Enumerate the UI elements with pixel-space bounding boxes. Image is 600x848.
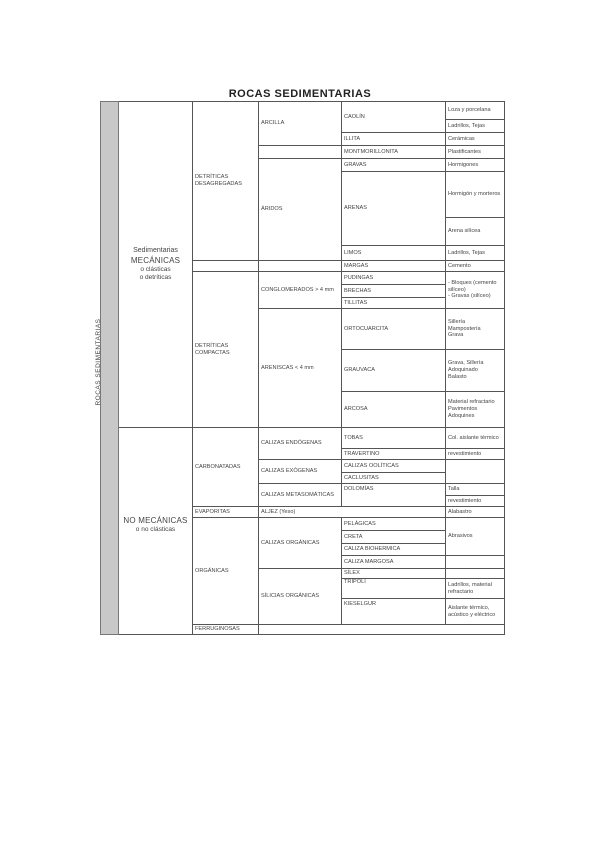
- use-revestimiento-2: revestimiento: [446, 496, 505, 507]
- use-pavimentos: Pavimentos: [448, 406, 478, 412]
- class-carbonatadas: CARBONATADAS: [193, 428, 259, 507]
- rock-pudingas: PUDINGAS: [342, 272, 446, 285]
- group-mecanicas-line1: Sedimentarias: [133, 247, 178, 254]
- class-blank-1: [193, 261, 259, 272]
- group-mecanicas-line2: MECÁNICAS: [130, 255, 181, 265]
- rock-travertino: TRAVERTINO: [342, 449, 446, 460]
- use-arcosa: [446, 392, 505, 428]
- rock-caolin: CAOLÍN: [342, 102, 446, 133]
- use-material-refractario: Material refractario: [448, 399, 495, 406]
- type-blank-1: [259, 261, 342, 272]
- use-blank-exogenas: [446, 460, 505, 484]
- use-cemento: Cemento: [446, 261, 505, 272]
- use-grauvaca: [446, 350, 505, 392]
- use-ladrillos-refractario: Ladrillos, material refractario: [446, 579, 505, 599]
- use-mamposteria: Mampostería: [448, 325, 481, 332]
- side-band: [94, 102, 119, 635]
- rock-caclusitas: CACLUSITAS: [342, 473, 446, 484]
- use-balasto: Balasto: [448, 373, 467, 380]
- type-calizas-endogenas: CALIZAS ENDÓGENAS: [259, 428, 342, 460]
- use-hormigon-morteros: Hormigón y morteros: [446, 172, 505, 218]
- use-adoquinado: Adoquinado: [448, 367, 478, 373]
- use-adoquines: Adoquines: [448, 412, 475, 419]
- group-no-mecanicas: [119, 428, 193, 635]
- use-loza: Loza y porcelana: [446, 102, 505, 120]
- type-calizas-metasomaticas: CALIZAS METASOMÁTICAS: [259, 484, 342, 507]
- use-blank-silex: [446, 569, 505, 579]
- class-evaporitas: EVAPORITAS: [193, 507, 259, 518]
- use-ladrillos-tejas-2: Ladrillos, Tejas: [446, 246, 505, 261]
- type-silicias-organicas: SÍLICIAS ORGÁNICAS: [259, 569, 342, 625]
- rock-tillitas: TILLITAS: [342, 298, 446, 309]
- use-bloques-line: - Bloques (cemento silíceo): [448, 279, 497, 293]
- class-ferruginosas: FERRUGINOSAS: [193, 625, 259, 635]
- use-hormigones: Hormigones: [446, 159, 505, 172]
- use-alabastro: Alabastro: [446, 507, 505, 518]
- class-detriticas-desagregadas: DETRÍTICAS DESAGREGADAS: [193, 102, 259, 261]
- page-title: ROCAS SEDIMENTARIAS: [228, 88, 372, 100]
- rock-limos: LIMOS: [342, 246, 446, 261]
- class-organicas: ORGÁNICAS: [193, 518, 259, 625]
- group-mecanicas-line3: o clásticas: [140, 265, 171, 273]
- rock-pelagicas: PELÁGICAS: [342, 518, 446, 531]
- use-revestimiento: revestimiento: [446, 449, 505, 460]
- rock-tobas: TOBAS: [342, 428, 446, 449]
- rock-margas: MARGAS: [342, 261, 446, 272]
- type-calizas-organicas: CALIZAS ORGÁNICAS: [259, 518, 342, 569]
- rock-grauvaca: GRAUVACA: [342, 350, 446, 392]
- rock-tripoli: TRÍPOLI: [342, 579, 446, 599]
- group-mecanicas: [119, 102, 193, 428]
- rock-arcosa: ARCOSA: [342, 392, 446, 428]
- rock-creta: CRETA: [342, 531, 446, 544]
- rock-caliza-biohermica: CALIZA BIOHERMICA: [342, 544, 446, 556]
- use-silleria: Sillería: [448, 318, 466, 325]
- use-blank-margosa: [446, 556, 505, 569]
- use-grava: Grava: [448, 332, 464, 339]
- use-col-aislante: Col. aislante térmico: [446, 428, 505, 449]
- classification-table: [94, 101, 504, 632]
- type-calizas-exogenas: CALIZAS EXÓGENAS: [259, 460, 342, 484]
- use-gravas-line: - Gravas (silíceo): [448, 293, 491, 300]
- rock-brechas: BRECHAS: [342, 285, 446, 298]
- rock-ortocuarcita: ORTOCUARCITA: [342, 309, 446, 350]
- use-ceramica: Cerámicas: [446, 133, 505, 146]
- use-bloques: [446, 272, 505, 309]
- rock-montmorillonita: MONTMORILLONITA: [342, 146, 446, 159]
- blank-ferruginosas: [259, 625, 505, 635]
- use-plastificantes: Plastificantes: [446, 146, 505, 159]
- rock-dolomia: DOLOMÍAS: [342, 484, 446, 507]
- rock-silex: SÍLEX: [342, 569, 446, 579]
- type-arcilla: ARCILLA: [259, 102, 342, 146]
- use-aislante: Aislante térmico, acústico y eléctrico: [446, 599, 505, 625]
- use-talla: Talla: [446, 484, 505, 496]
- group-no-mecanicas-line2: o no clásticas: [135, 525, 176, 533]
- type-areniscas: ARENISCAS < 4 mm: [259, 309, 342, 428]
- rock-illita: ILLITA: [342, 133, 446, 146]
- use-abrasivos: Abrasivos: [446, 518, 505, 556]
- rock-arenas: ARENAS: [342, 172, 446, 246]
- use-ladrillos-tejas: Ladrillos, Tejas: [446, 120, 505, 133]
- type-conglomerados: CONGLOMERADOS > 4 mm: [259, 272, 342, 309]
- use-arena-silicea: Arena silícea: [446, 218, 505, 246]
- type-aridos: ÁRIDOS: [259, 159, 342, 261]
- rock-kieselgur: KIESELGUR: [342, 599, 446, 625]
- use-ortocuarcita: [446, 309, 505, 350]
- use-grava-silleria: Grava, Sillería: [448, 360, 484, 367]
- type-arcilla-cont: [259, 146, 342, 159]
- type-aljez: ALJEZ (Yeso): [259, 507, 446, 518]
- class-detriticas-compactas: DETRÍTICAS COMPACTAS: [193, 272, 259, 428]
- rock-caliza-margosa: CALIZA MARGOSA: [342, 556, 446, 569]
- rock-calizas-ooliticas: CALIZAS OOLÍTICAS: [342, 460, 446, 473]
- group-no-mecanicas-line1: NO MECÁNICAS: [123, 515, 188, 525]
- group-mecanicas-line4: o detríticas: [139, 273, 172, 281]
- side-label: ROCAS SEDIMENTARIAS: [94, 318, 102, 406]
- rock-gravas: GRAVAS: [342, 159, 446, 172]
